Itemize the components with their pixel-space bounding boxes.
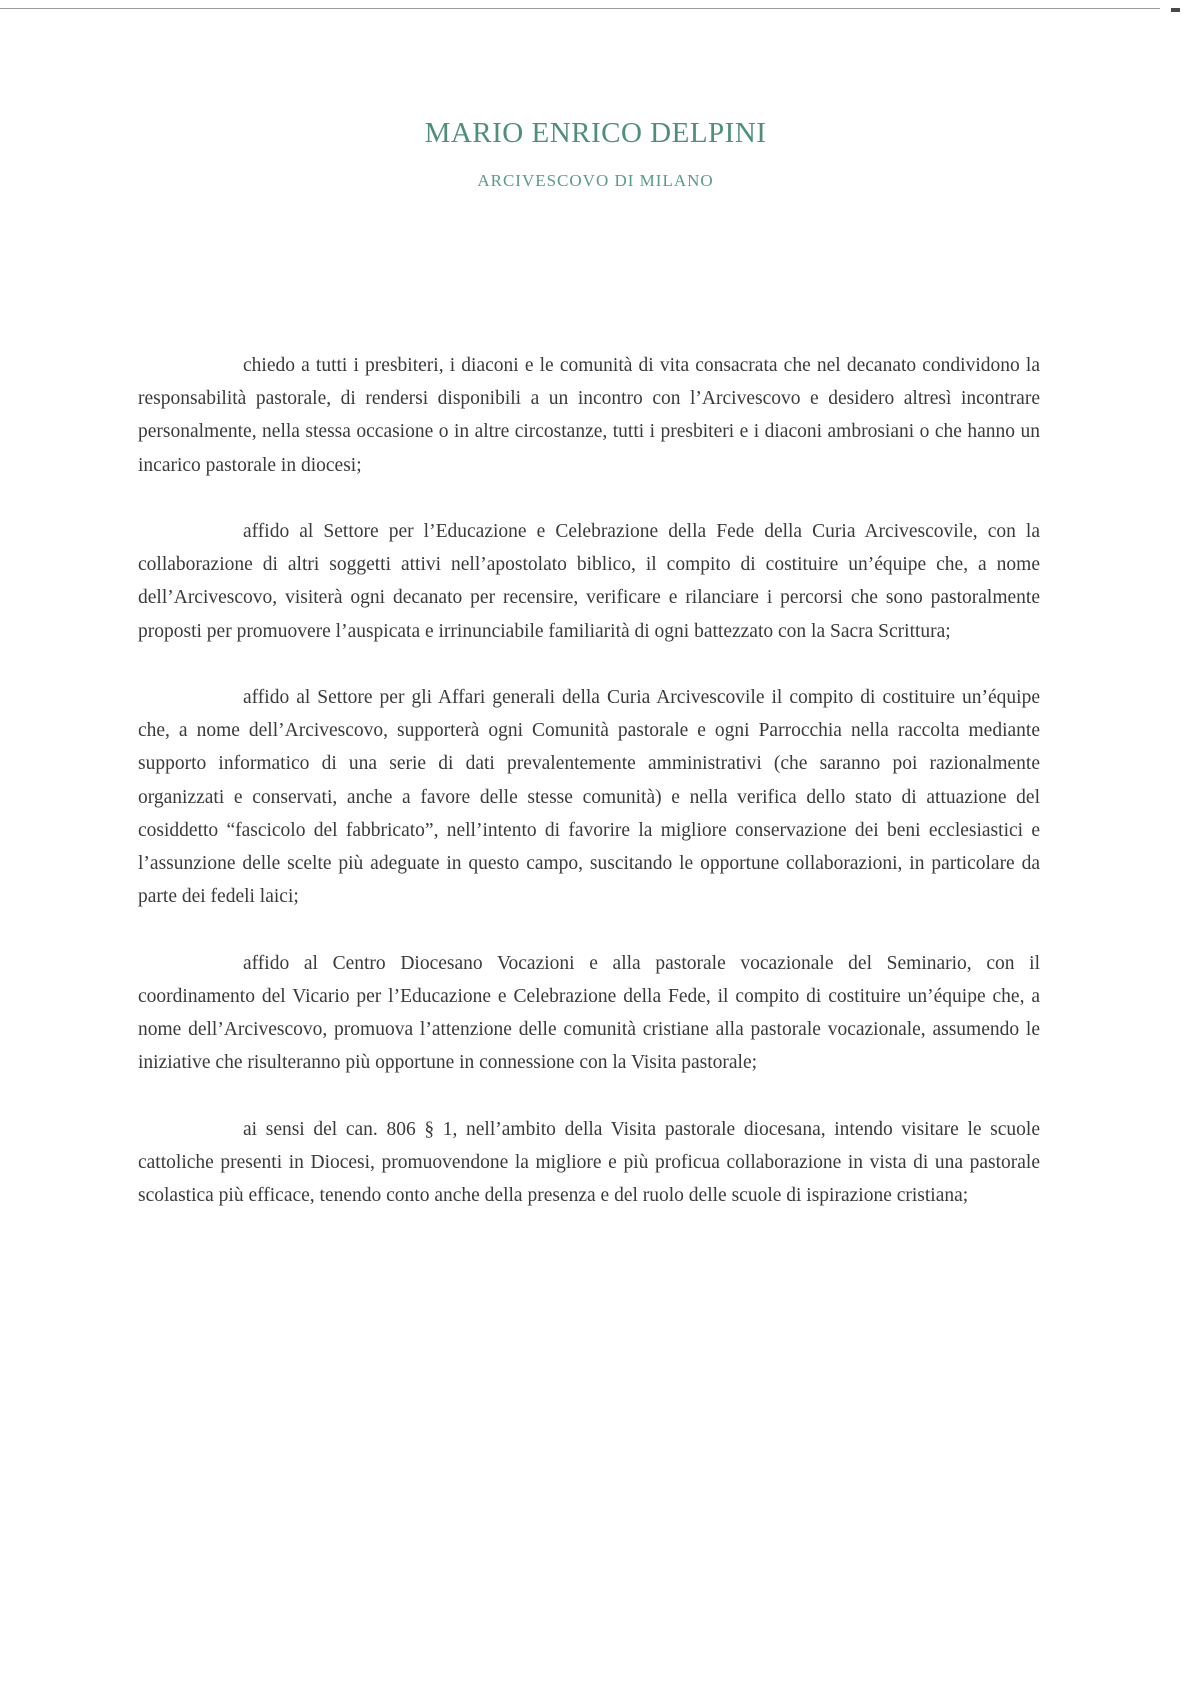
document-body (138, 349, 1040, 1245)
paragraph-scripture-equipe: affido al Settore per l’Educazione e Celebrazione della Fede della Curia Arcivescovile, con la collaborazione di altri soggetti attivi nell’apostolato biblico, il compito di costituire un’équipe che, a nome dell’Arcivescovo, visiterà ogni decanato per recensire, verificare e rilanciare i percorsi che sono pastoralmente proposti per promuovere l’auspicata e irrinunciabile familiarità di ogni battezzato con la Sacra Scrittura; (138, 521, 1040, 642)
paragraph-presbyters: chiedo a tutti i presbiteri, i diaconi e le comunità di vita consacrata che nel decanato condividono la responsabilità pastorale, di rendersi disponibili a un incontro con l’Arcivescovo e desidero altresì incontrare personalmente, nella stessa occasione o in altre circostanze, tutti i presbiteri e i diaconi ambrosiani o che hanno un incarico pastorale in diocesi; (138, 355, 1040, 476)
archbishop-title: ARCIVESCOVO DI MILANO (477, 171, 714, 190)
corner-mark (1171, 8, 1180, 12)
archbishop-name: MARIO ENRICO DELPINI (424, 117, 767, 149)
top-rule (0, 8, 1160, 9)
paragraph-catholic-schools: ai sensi del can. 806 § 1, nell’ambito della Visita pastorale diocesana, intendo visitare le scuole cattoliche presenti in Diocesi, promuovendone la migliore e più proficua collaborazione in vista di una pastorale scolastica più efficace, tenendo conto anche della presenza e del ruolo delle scuole di ispirazione cristiana; (138, 1118, 1040, 1207)
paragraph-vocations-equipe: affido al Centro Diocesano Vocazioni e alla pastorale vocazionale del Seminario, con il coordinamento del Vicario per l’Educazione e Celebrazione della Fede, il compito di costituire un’équipe che, a nome dell’Arcivescovo, promuova l’attenzione delle comunità cristiane alla pastorale vocazionale, assumendo le iniziative che risulteranno più opportune in connessione con la Visita pastorale; (138, 952, 1040, 1074)
paragraph-administrative-equipe: affido al Settore per gli Affari generali della Curia Arcivescovile il compito di costituire un’équipe che, a nome dell’Arcivescovo, supporterà ogni Comunità pastorale e ogni Parrocchia nella raccolta mediante supporto informatico di una serie di dati prevalentemente amministrativi (che saranno poi razionalmente organizzati e conservati, anche a favore delle stesse comunità) e nella verifica dello stato di attuazione del cosiddetto “fascicolo del fabbricato”, nell’intento di favorire la migliore conservazione dei beni ecclesiastici e l’assunzione delle scelte più adeguate in questo campo, suscitando le opportune collaborazioni, in particolare da parte dei fedeli laici; (138, 687, 1040, 908)
letterhead (0, 115, 1191, 192)
